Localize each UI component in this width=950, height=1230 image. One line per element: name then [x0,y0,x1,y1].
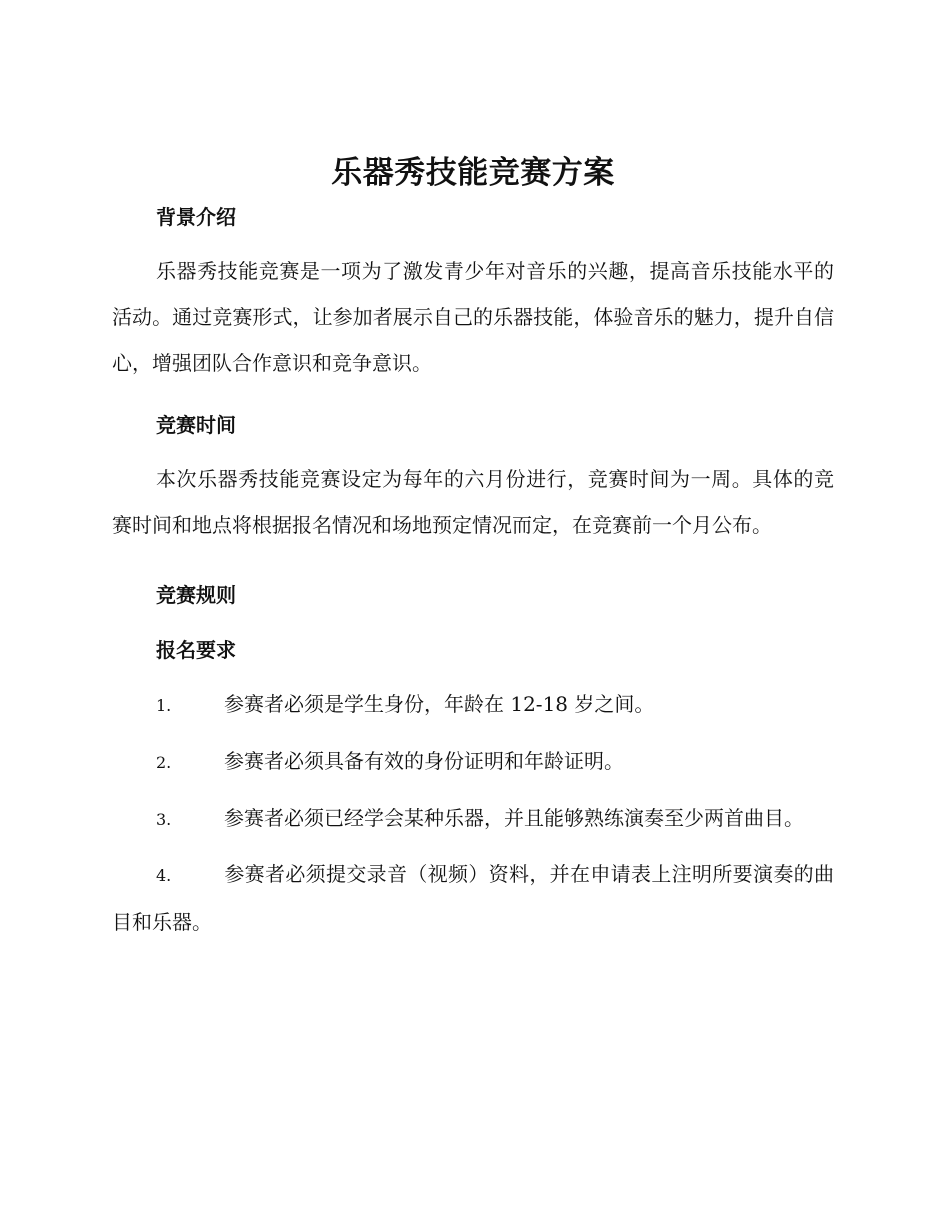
registration-list [112,681,834,945]
list-text: 参赛者必须提交录音（视频）资料，并在申请表上注明所要演奏的曲目和乐器。 [112,862,834,934]
list-text: 参赛者必须具备有效的身份证明和年龄证明。 [224,749,624,773]
paragraph-background: 乐器秀技能竞赛是一项为了激发青少年对音乐的兴趣，提高音乐技能水平的活动。通过竞赛形式，让参加者展示自己的乐器技能，体验音乐的魅力，提升自信心，增强团队合作意识和竞争意识。 [112,259,834,375]
list-number: 1. [156,696,172,715]
section-heading-rules: 竞赛规则 [156,583,236,607]
paragraph-time: 本次乐器秀技能竞赛设定为每年的六月份进行，竞赛时间为一周。具体的竞赛时间和地点将根据报名情况和场地预定情况而定，在竞赛前一个月公布。 [112,467,834,537]
section-heading-background: 背景介绍 [156,205,236,229]
list-number: 3. [156,810,172,829]
section-heading-registration: 报名要求 [156,638,236,662]
list-number: 4. [156,866,172,885]
list-item [112,681,834,729]
list-item [112,795,834,843]
document-page [112,150,834,945]
section-heading-time: 竞赛时间 [156,413,236,437]
list-text: 参赛者必须是学生身份，年龄在 12-18 岁之间。 [224,692,655,716]
list-item [112,738,834,786]
list-text: 参赛者必须已经学会某种乐器，并且能够熟练演奏至少两首曲目。 [224,806,804,830]
document-title: 乐器秀技能竞赛方案 [331,155,615,191]
list-item [112,851,834,945]
list-number: 2. [156,753,172,772]
